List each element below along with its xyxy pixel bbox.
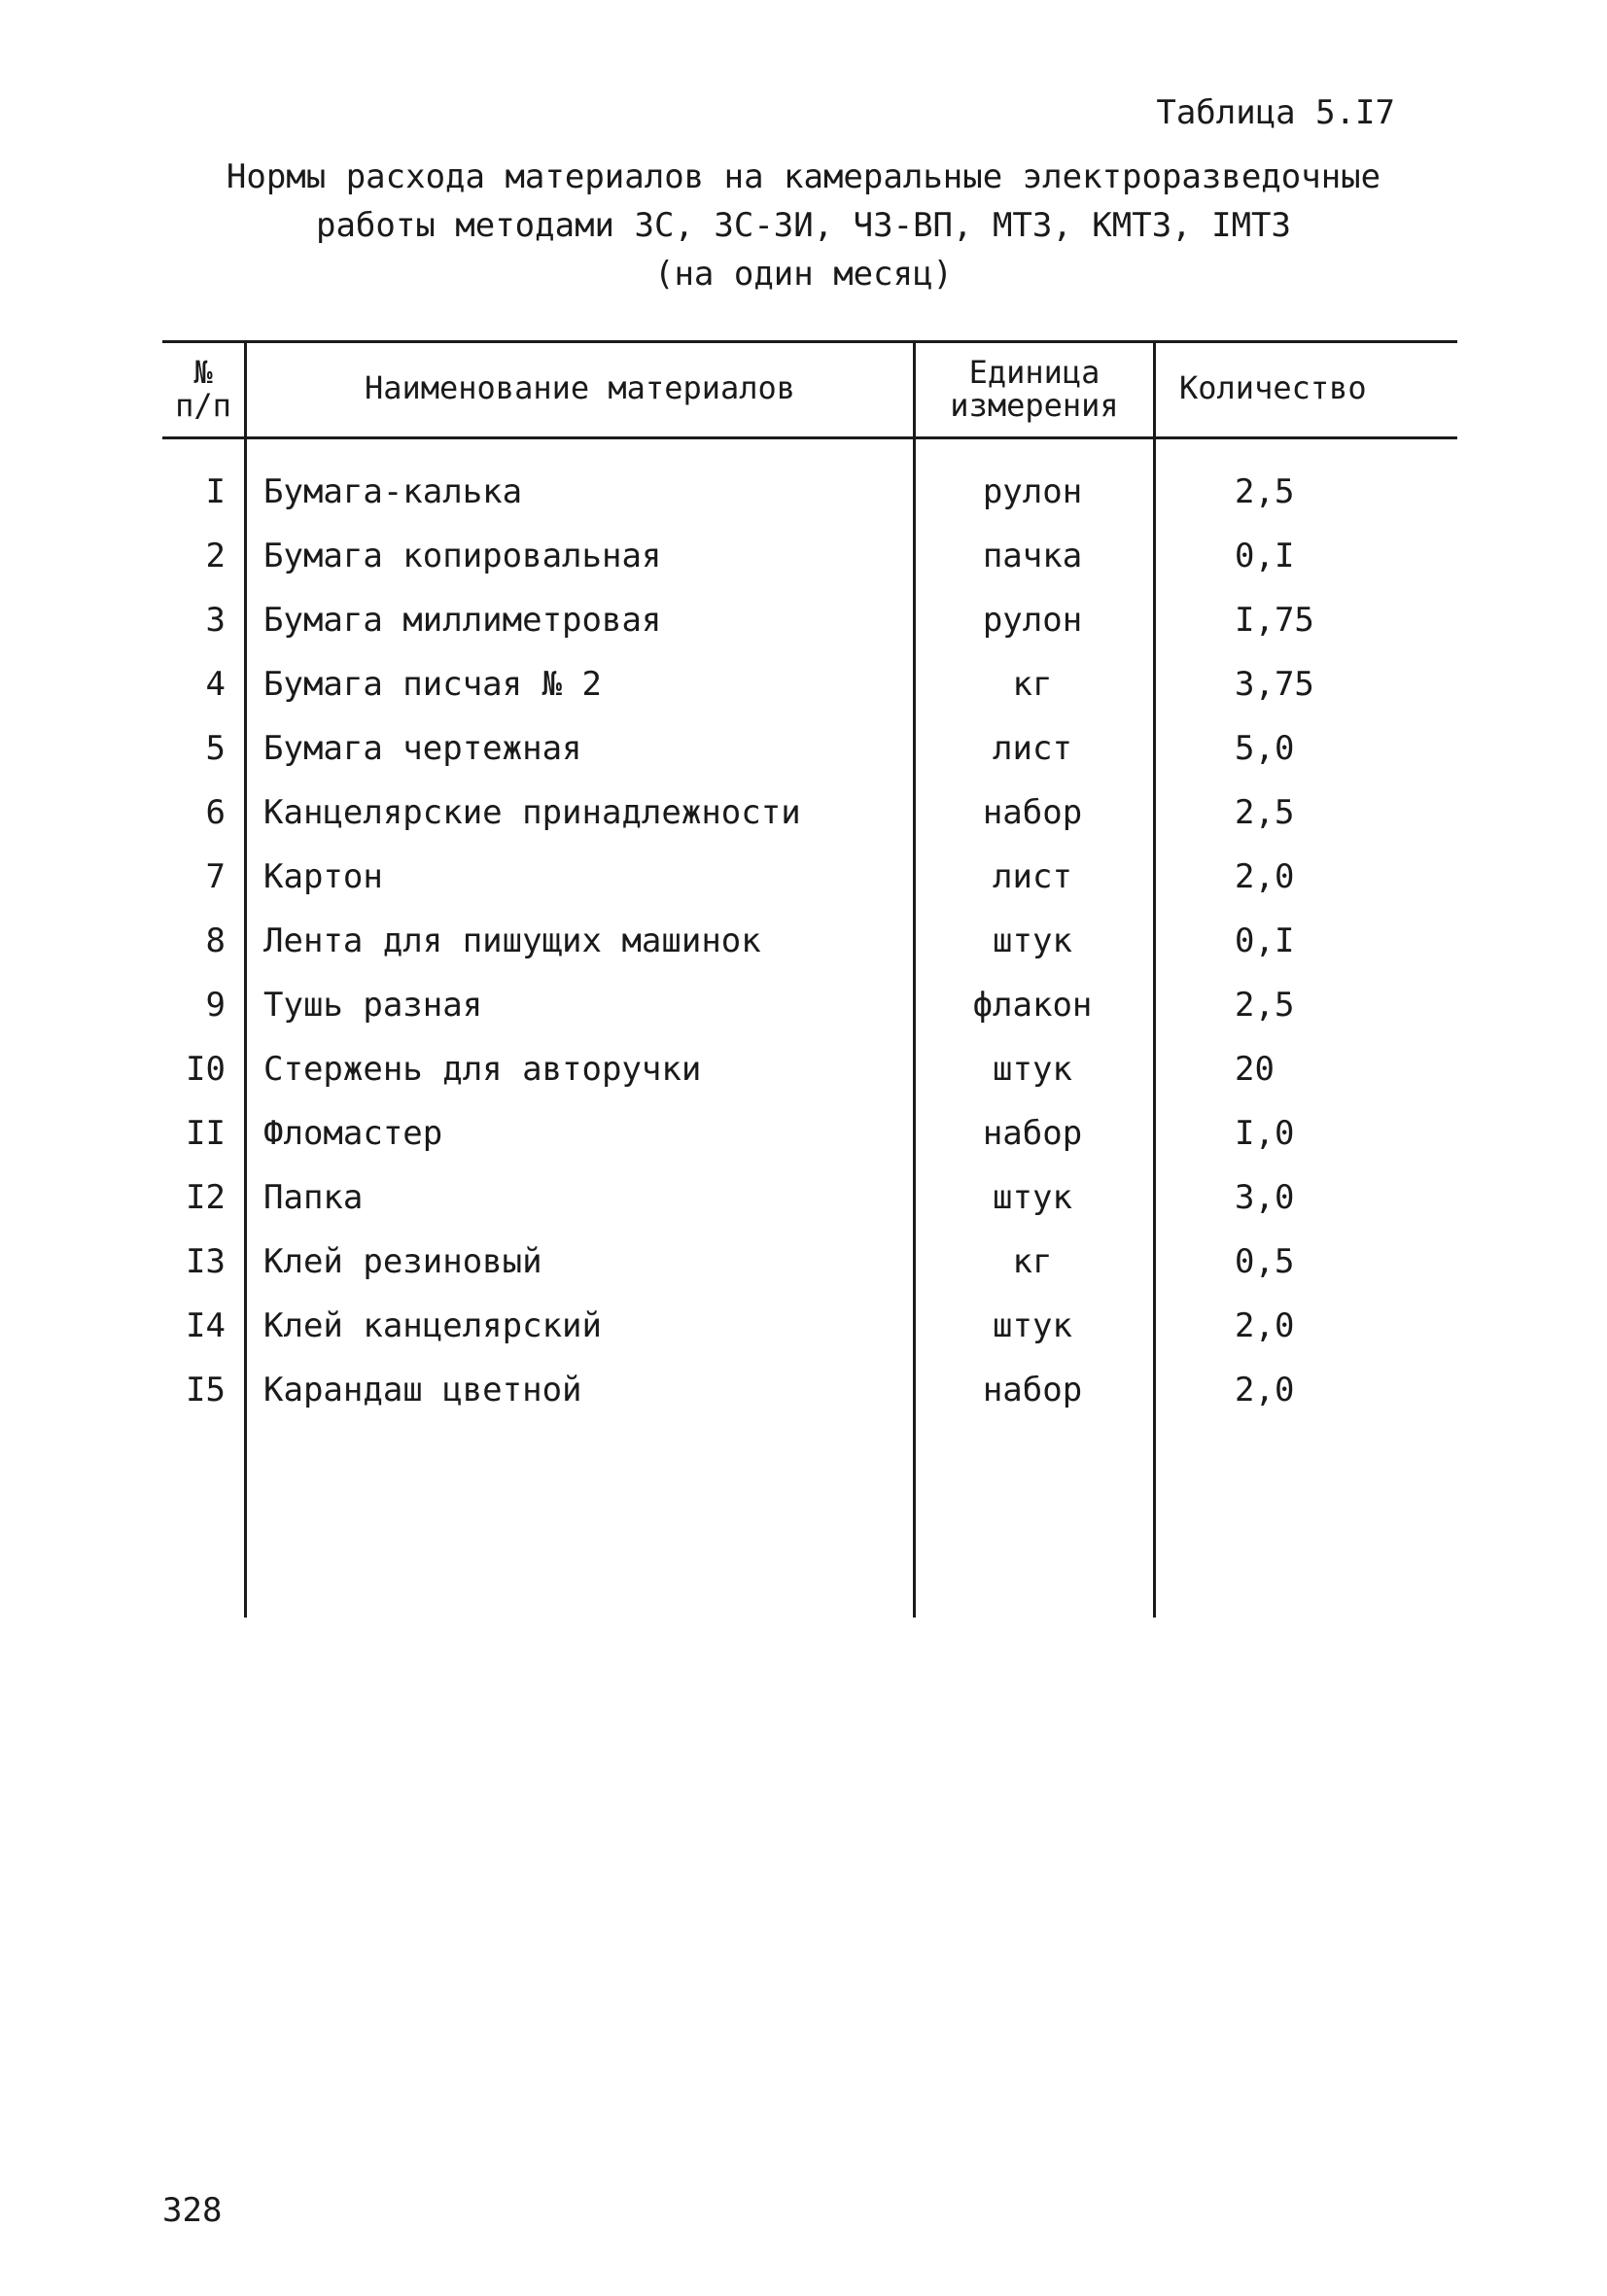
quantity-value: 5,0 bbox=[1235, 729, 1295, 768]
table-row bbox=[0, 1178, 1607, 1242]
header-name: Наименование материалов bbox=[364, 369, 796, 406]
unit-of-measure: рулон bbox=[982, 472, 1083, 511]
unit-of-measure: пачка bbox=[982, 537, 1083, 575]
unit-of-measure: кг bbox=[1012, 1242, 1053, 1281]
table-row bbox=[0, 601, 1607, 665]
unit-of-measure: кг bbox=[1012, 665, 1053, 704]
table-body bbox=[0, 472, 1607, 1435]
header-number-pp: п/п bbox=[175, 387, 231, 424]
table-row bbox=[0, 1371, 1607, 1435]
header-unit-line-2: измерения bbox=[950, 387, 1119, 424]
table-row bbox=[0, 1306, 1607, 1371]
table-label: Таблица 5.I7 bbox=[1156, 93, 1395, 132]
table-row bbox=[0, 986, 1607, 1050]
table-row bbox=[0, 1050, 1607, 1114]
quantity-value: 2,0 bbox=[1235, 1306, 1295, 1345]
table-row bbox=[0, 472, 1607, 537]
row-number: 7 bbox=[205, 857, 226, 896]
row-number: I bbox=[205, 472, 226, 511]
material-name: Бумага писчая № 2 bbox=[263, 665, 602, 704]
row-number: II bbox=[186, 1114, 226, 1153]
unit-of-measure: штук bbox=[993, 922, 1072, 960]
unit-of-measure: штук bbox=[993, 1306, 1072, 1345]
quantity-value: 20 bbox=[1235, 1050, 1275, 1089]
quantity-value: I,0 bbox=[1235, 1114, 1295, 1153]
material-name: Канцелярские принадлежности bbox=[263, 793, 801, 832]
quantity-value: 2,5 bbox=[1235, 472, 1295, 511]
material-name: Карандаш цветной bbox=[263, 1371, 582, 1409]
quantity-value: 0,I bbox=[1235, 537, 1295, 575]
unit-of-measure: набор bbox=[982, 1114, 1083, 1153]
unit-of-measure: штук bbox=[993, 1050, 1072, 1089]
header-unit bbox=[916, 356, 1153, 422]
table-row bbox=[0, 537, 1607, 601]
table-row bbox=[0, 793, 1607, 857]
table-title-line-1: Нормы расхода материалов на камеральные электроразведочные bbox=[226, 157, 1381, 196]
quantity-value: 2,0 bbox=[1235, 857, 1295, 896]
unit-of-measure: штук bbox=[993, 1178, 1072, 1217]
page-number: 328 bbox=[162, 2191, 223, 2230]
material-name: Тушь разная bbox=[263, 986, 483, 1025]
unit-of-measure: флакон bbox=[972, 986, 1093, 1025]
material-name: Бумага миллиметровая bbox=[263, 601, 662, 640]
material-name: Стержень для авторучки bbox=[263, 1050, 702, 1089]
row-number: 8 bbox=[205, 922, 226, 960]
table-title-line-2: работы методами ЗС, ЗС-ЗИ, ЧЗ-ВП, МТЗ, КМТЗ, IМТЗ bbox=[315, 206, 1292, 245]
material-name: Клей канцелярский bbox=[263, 1306, 602, 1345]
row-number: 6 bbox=[205, 793, 226, 832]
quantity-value: 3,0 bbox=[1235, 1178, 1295, 1217]
unit-of-measure: лист bbox=[993, 729, 1072, 768]
header-number-sign: № bbox=[193, 354, 213, 391]
material-name: Лента для пишущих машинок bbox=[263, 922, 761, 960]
material-name: Папка bbox=[263, 1178, 364, 1217]
table-row bbox=[0, 857, 1607, 922]
unit-of-measure: набор bbox=[982, 1371, 1083, 1409]
header-number bbox=[162, 356, 244, 422]
unit-of-measure: лист bbox=[993, 857, 1072, 896]
material-name: Картон bbox=[263, 857, 383, 896]
row-number: 2 bbox=[205, 537, 226, 575]
table-row bbox=[0, 922, 1607, 986]
table-top-rule bbox=[162, 340, 1457, 343]
table-header-rule bbox=[162, 436, 1457, 439]
table-row bbox=[0, 1242, 1607, 1306]
quantity-value: 2,5 bbox=[1235, 793, 1295, 832]
table-row bbox=[0, 729, 1607, 793]
row-number: 4 bbox=[205, 665, 226, 704]
material-name: Клей резиновый bbox=[263, 1242, 542, 1281]
unit-of-measure: рулон bbox=[982, 601, 1083, 640]
header-quantity: Количество bbox=[1179, 369, 1367, 406]
row-number: 3 bbox=[205, 601, 226, 640]
quantity-value: 3,75 bbox=[1235, 665, 1314, 704]
quantity-value: 0,I bbox=[1235, 922, 1295, 960]
material-name: Фломастер bbox=[263, 1114, 443, 1153]
table-row bbox=[0, 1114, 1607, 1178]
quantity-value: 2,0 bbox=[1235, 1371, 1295, 1409]
table-title-line-3: (на один месяц) bbox=[653, 255, 954, 294]
row-number: 9 bbox=[205, 986, 226, 1025]
header-unit-line-1: Единица bbox=[968, 354, 1100, 391]
row-number: 5 bbox=[205, 729, 226, 768]
table-row bbox=[0, 665, 1607, 729]
quantity-value: I,75 bbox=[1235, 601, 1314, 640]
material-name: Бумага чертежная bbox=[263, 729, 582, 768]
material-name: Бумага копировальная bbox=[263, 537, 662, 575]
material-name: Бумага-калька bbox=[263, 472, 523, 511]
row-number: I4 bbox=[186, 1306, 226, 1345]
row-number: I3 bbox=[186, 1242, 226, 1281]
row-number: I2 bbox=[186, 1178, 226, 1217]
quantity-value: 2,5 bbox=[1235, 986, 1295, 1025]
quantity-value: 0,5 bbox=[1235, 1242, 1295, 1281]
unit-of-measure: набор bbox=[982, 793, 1083, 832]
row-number: I5 bbox=[186, 1371, 226, 1409]
row-number: I0 bbox=[186, 1050, 226, 1089]
